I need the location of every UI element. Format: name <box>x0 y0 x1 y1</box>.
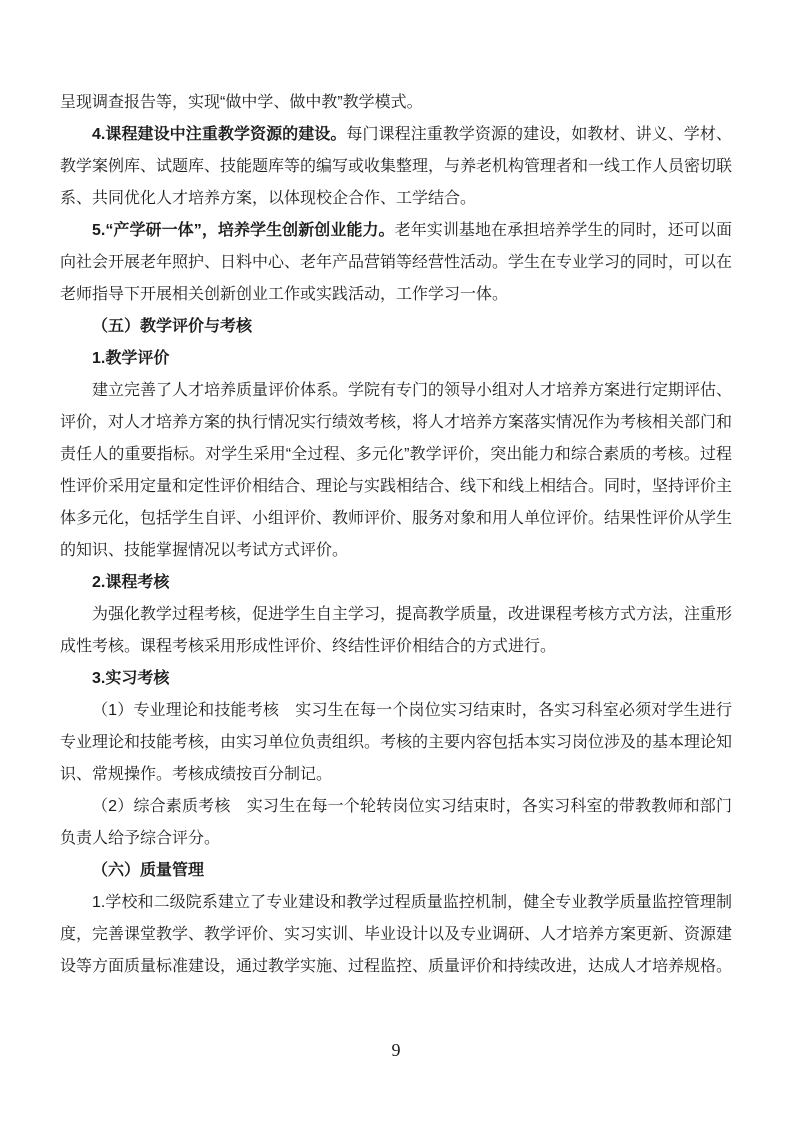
paragraph-text: 每门课程注重教学资源的建设，如教材、讲义、学材、教学案例库、试题库、技能题库等的编写或收集整理，与养老机构管理者和一线工作人员密切联系、共同优化人才培养方案，以体现校企合作、工学结合。 <box>60 126 733 207</box>
section-heading: （六）质量管理 <box>92 862 205 879</box>
section-heading: （五）教学评价与考核 <box>92 318 253 335</box>
sub-heading: 2.课程考核 <box>92 574 170 591</box>
sub-heading: 3.实习考核 <box>92 670 170 687</box>
paragraph-lead-bold: 5.“产学研一体”，培养学生创新创业能力。 <box>92 222 395 239</box>
sub-heading: 1.教学评价 <box>92 350 170 367</box>
paragraph-lead-bold: 4.课程建设中注重教学资源的建设。 <box>92 126 347 143</box>
paragraph: 建立完善了人才培养质量评价体系。学院有专门的领导小组对人才培养方案进行定期评估、评价，对人才培养方案的执行情况实行绩效考核，将人才培养方案落实情况作为考核相关部门和责任人的重要指标。对学生采用“全过程、多元化”教学评价，突出能力和综合素质的考核。过程性评价采用定量和定性评价相结合、理论与实践相结合、线下和线上相结合。同时，坚持评价主体多元化，包括学生自评、小组评价、教师评价、服务对象和用人单位评价。结果性评价从学生的知识、技能掌握情况以考试方式评价。 <box>60 382 733 559</box>
paragraph: 1.学校和二级院系建立了专业建设和教学过程质量监控机制，健全专业教学质量监控管理制度，完善课堂教学、教学评价、实习实训、毕业设计以及专业调研、人才培养方案更新、资源建设等方面质量标准建设，通过教学实施、过程监控、质量评价和持续改进，达成人才培养规格。 <box>60 894 733 975</box>
paragraph: （2）综合素质考核 实习生在每一个轮转岗位实习结束时，各实习科室的带教教师和部门负责人给予综合评分。 <box>60 798 732 847</box>
paragraph <box>60 215 732 311</box>
paragraph-text: 老年实训基地在承担培养学生的同时，还可以面向社会开展老年照护、日料中心、老年产品营销等经营性活动。学生在专业学习的同时，可以在老师指导下开展相关创新创业工作或实践活动，工作学习一体。 <box>60 222 733 303</box>
paragraph: （1）专业理论和技能考核 实习生在每一个岗位实习结束时，各实习科室必须对学生进行专业理论和技能考核，由实习单位负责组织。考核的主要内容包括本实习岗位涉及的基本理论知识、常规操作。考核成绩按百分制记。 <box>60 702 733 783</box>
page-number: 9 <box>391 1040 401 1060</box>
paragraph <box>60 119 732 215</box>
paragraph: 为强化教学过程考核，促进学生自主学习，提高教学质量，改进课程考核方式方法，注重形成性考核。课程考核采用形成性评价、终结性评价相结合的方式进行。 <box>60 606 733 655</box>
paragraph-continuation: 呈现调查报告等，实现“做中学、做中教”教学模式。 <box>60 94 423 111</box>
